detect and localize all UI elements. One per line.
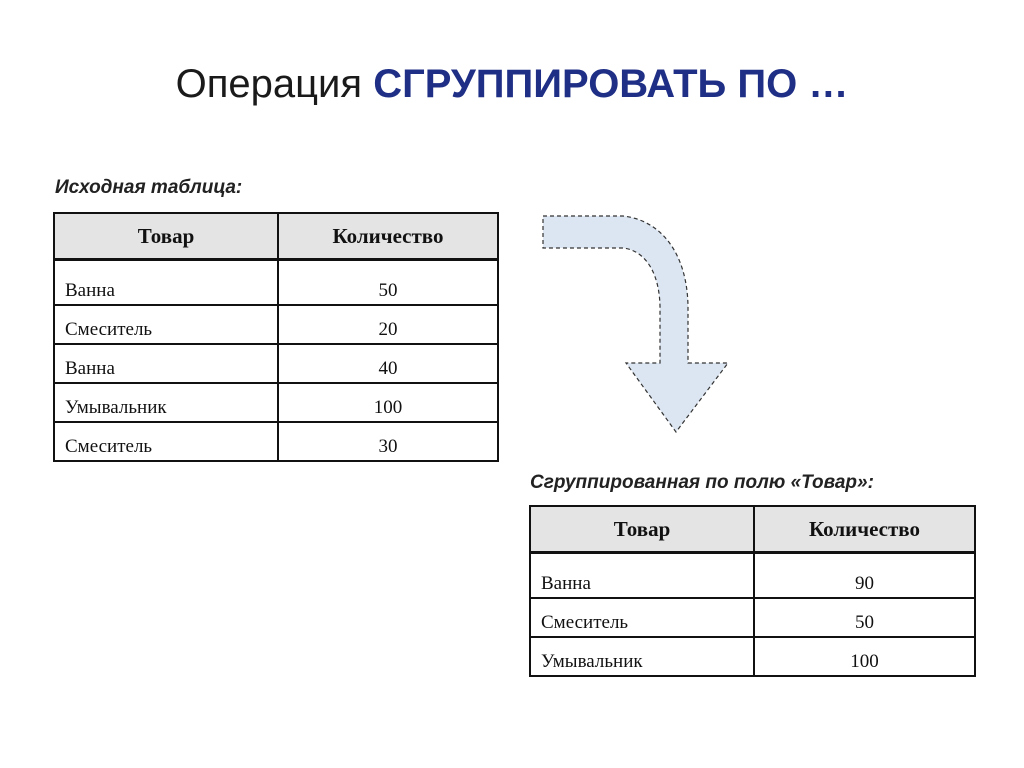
- cell-qty: 50: [278, 260, 498, 306]
- source-table-caption: Исходная таблица:: [55, 177, 243, 198]
- cell-item: Ванна: [530, 553, 754, 599]
- cell-item: Умывальник: [530, 637, 754, 676]
- table-row: [54, 383, 498, 422]
- cell-item: Умывальник: [54, 383, 278, 422]
- cell-qty: 100: [278, 383, 498, 422]
- table-row: [530, 553, 975, 599]
- grouped-table-caption: Сгруппированная по полю «Товар»:: [530, 472, 874, 493]
- table-row: [530, 598, 975, 637]
- cell-item: Ванна: [54, 260, 278, 306]
- column-header-item: Товар: [530, 506, 754, 553]
- table-row: [54, 344, 498, 383]
- cell-item: Смеситель: [54, 422, 278, 461]
- column-header-item: Товар: [54, 213, 278, 260]
- source-table: [53, 212, 499, 462]
- cell-item: Смеситель: [54, 305, 278, 344]
- cell-qty: 90: [754, 553, 975, 599]
- cell-qty: 30: [278, 422, 498, 461]
- table-header-row: [54, 213, 498, 260]
- cell-qty: 50: [754, 598, 975, 637]
- table-row: [54, 422, 498, 461]
- column-header-qty: Количество: [754, 506, 975, 553]
- title-keyword: СГРУППИРОВАТЬ ПО …: [373, 62, 849, 106]
- cell-item: Ванна: [54, 344, 278, 383]
- grouped-table: [529, 505, 976, 677]
- cell-qty: 100: [754, 637, 975, 676]
- slide-title: [0, 54, 1024, 114]
- cell-qty: 20: [278, 305, 498, 344]
- cell-qty: 40: [278, 344, 498, 383]
- cell-item: Смеситель: [530, 598, 754, 637]
- arrow-shape: [543, 216, 728, 432]
- curved-down-arrow-icon: [538, 206, 738, 438]
- table-row: [54, 305, 498, 344]
- table-row: [530, 637, 975, 676]
- title-prefix: Операция: [175, 62, 363, 106]
- table-header-row: [530, 506, 975, 553]
- column-header-qty: Количество: [278, 213, 498, 260]
- table-row: [54, 260, 498, 306]
